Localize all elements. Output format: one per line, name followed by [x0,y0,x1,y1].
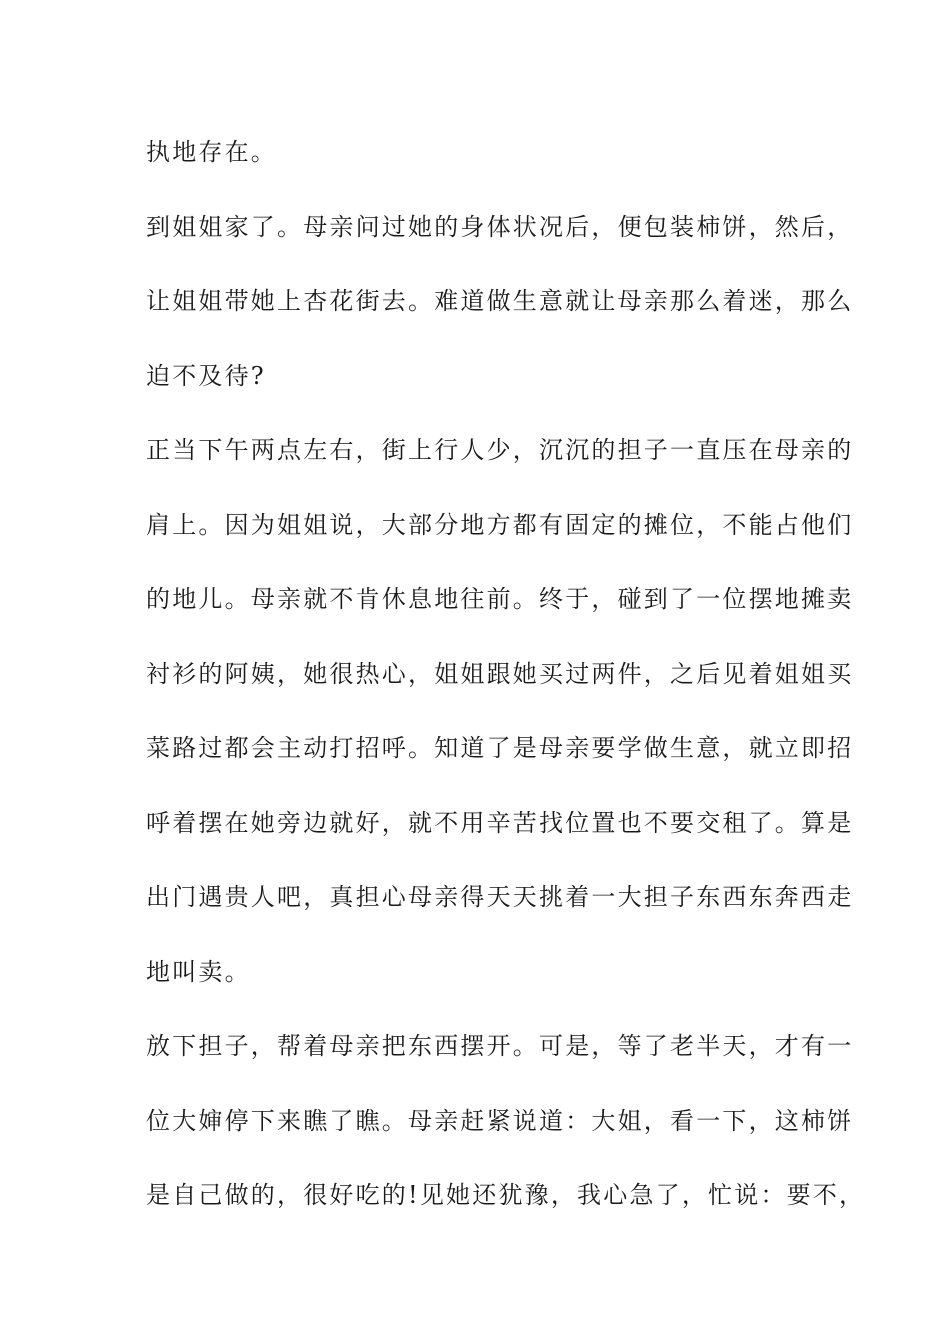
text-line: 是自己做的，很好吃的!见她还犹豫，我心急了，忙说：要不， [146,1181,866,1209]
text-line: 让姐姐带她上杏花街去。难道做生意就让母亲那么着迷，那么 [146,287,854,315]
text-line: 呼着摆在她旁边就好，就不用辛苦找位置也不要交租了。算是 [146,809,854,837]
text-line: 位大婶停下来瞧了瞧。母亲赶紧说道：大姐，看一下，这柿饼 [146,1107,854,1135]
text-line: 放下担子，帮着母亲把东西摆开。可是，等了老半天，才有一 [146,1032,854,1060]
text-line: 迫不及待? [146,362,266,390]
text-line: 执地存在。 [146,138,277,166]
text-line: 衬衫的阿姨，她很热心，姐姐跟她买过两件，之后见着姐姐买 [146,660,854,688]
text-line: 正当下午两点左右，街上行人少，沉沉的担子一直压在母亲的 [146,436,854,464]
text-line: 出门遇贵人吧，真担心母亲得天天挑着一大担子东西东奔西走 [146,883,854,911]
text-line: 到姐姐家了。母亲问过她的身体状况后，便包装柿饼，然后， [146,213,854,241]
text-line: 地叫卖。 [146,958,251,986]
text-line: 的地儿。母亲就不肯休息地往前。终于，碰到了一位摆地摊卖 [146,585,854,613]
text-line: 肩上。因为姐姐说，大部分地方都有固定的摊位，不能占他们 [146,511,854,539]
text-line: 菜路过都会主动打招呼。知道了是母亲要学做生意，就立即招 [146,734,854,762]
